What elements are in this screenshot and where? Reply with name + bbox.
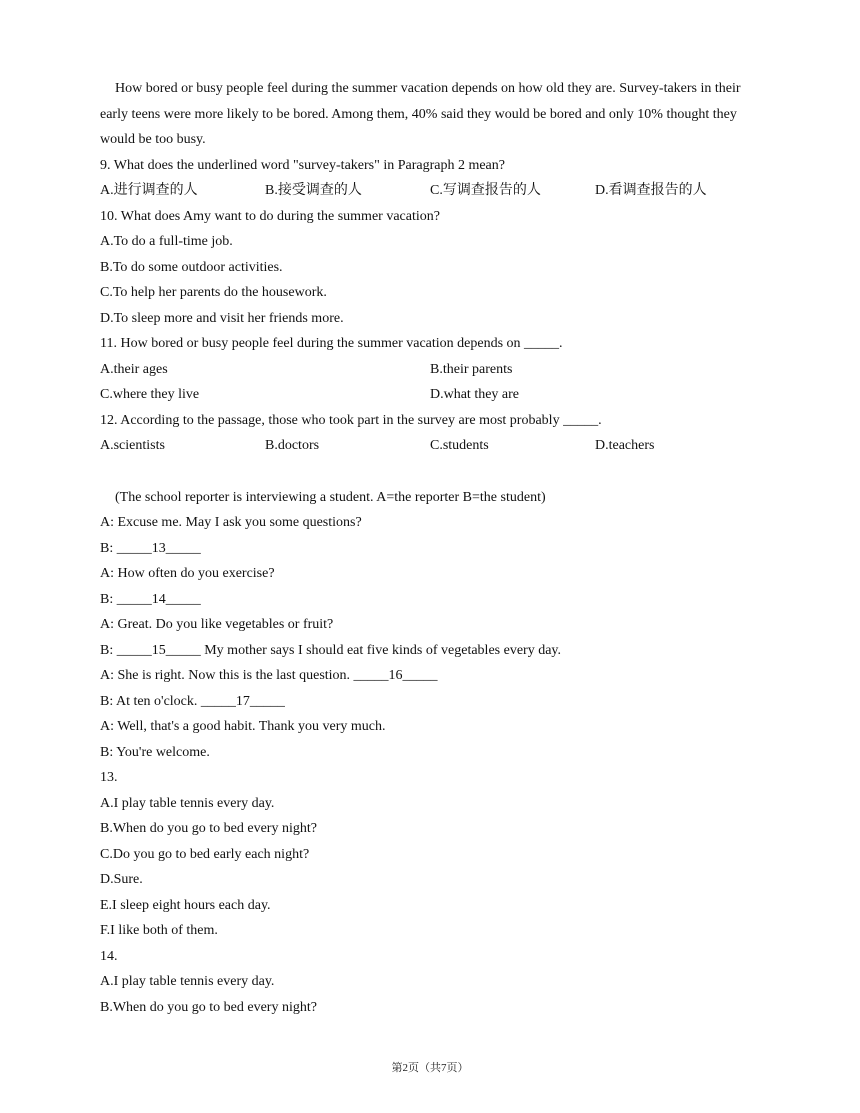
option-b: B.To do some outdoor activities. — [100, 259, 283, 275]
question-stem-11: 11. How bored or busy people feel during the summer vacation depends on _____. — [100, 336, 563, 351]
option-a: A.To do a full-time job. — [100, 234, 233, 249]
dialogue-line: B: _____13_____ — [100, 540, 201, 556]
option-b: B.When do you go to bed every night? — [100, 999, 317, 1015]
option-b: B.their parents — [430, 361, 513, 377]
question-stem-10: 10. What does Amy want to do during the summer vacation? — [100, 208, 440, 224]
dialogue-line: A: Well, that's a good habit. Thank you very much. — [100, 719, 386, 734]
option-e: E.I sleep eight hours each day. — [100, 897, 271, 913]
question-stem-12: 12. According to the passage, those who took part in the survey are most probably _____. — [100, 412, 602, 428]
dialogue-line: B: _____15_____ My mother says I should eat five kinds of vegetables every day. — [100, 642, 562, 658]
option-a: A.I play table tennis every day. — [100, 974, 275, 989]
dialogue-line: A: How often do you exercise? — [100, 566, 275, 581]
option-c: C.写调查报告的人 — [430, 183, 541, 198]
option-d: D.teachers — [595, 438, 655, 453]
dialogue-intro: (The school reporter is interviewing a student. A=the reporter B=the student) — [115, 489, 546, 505]
option-b: B.When do you go to bed every night? — [100, 821, 317, 836]
option-c: C.To help her parents do the housework. — [100, 285, 327, 300]
option-b: B.doctors — [265, 438, 320, 453]
option-f: F.I like both of them. — [100, 923, 218, 938]
dialogue-line: A: Great. Do you like vegetables or fruit? — [100, 617, 334, 632]
page-footer: 第2页（共7页） — [391, 1062, 469, 1074]
option-a: A.scientists — [100, 438, 165, 453]
question-options-11-row2 — [100, 382, 760, 408]
dialogue-line: B: _____14_____ — [100, 591, 201, 607]
question-options-11-row1 — [100, 357, 760, 383]
blank-question-number-13: 13. — [100, 770, 118, 785]
option-a: A.their ages — [100, 361, 168, 377]
option-b: B.接受调查的人 — [265, 183, 362, 198]
option-a: A.进行调查的人 — [100, 183, 198, 198]
option-a: A.I play table tennis every day. — [100, 795, 275, 811]
dialogue-line: B: At ten o'clock. _____17_____ — [100, 693, 285, 709]
question-options-9 — [100, 178, 760, 204]
option-d: D.Sure. — [100, 872, 143, 887]
question-stem-9: 9. What does the underlined word "survey-takers" in Paragraph 2 mean? — [100, 157, 505, 173]
dialogue-line: A: Excuse me. May I ask you some questions? — [100, 515, 362, 530]
option-c: C.where they live — [100, 387, 200, 402]
option-c: C.Do you go to bed early each night? — [100, 846, 310, 862]
option-d: D.To sleep more and visit her friends more. — [100, 310, 344, 326]
question-options-12 — [100, 433, 760, 459]
option-d: D.what they are — [430, 387, 520, 402]
blank-question-number-14: 14. — [100, 948, 118, 964]
dialogue-line: A: She is right. Now this is the last question. _____16_____ — [100, 668, 438, 683]
section-spacer — [100, 459, 760, 485]
option-d: D.看调查报告的人 — [595, 183, 707, 198]
dialogue-line: B: You're welcome. — [100, 744, 210, 760]
passage-paragraph: How bored or busy people feel during the summer vacation depends on how old they are. Survey-takers in their early teens were more likely to be bored. Among them, 40% said they would be bored and only 10% thought they would be too busy. — [100, 81, 741, 147]
document-page — [100, 76, 760, 1020]
option-c: C.students — [430, 438, 489, 453]
